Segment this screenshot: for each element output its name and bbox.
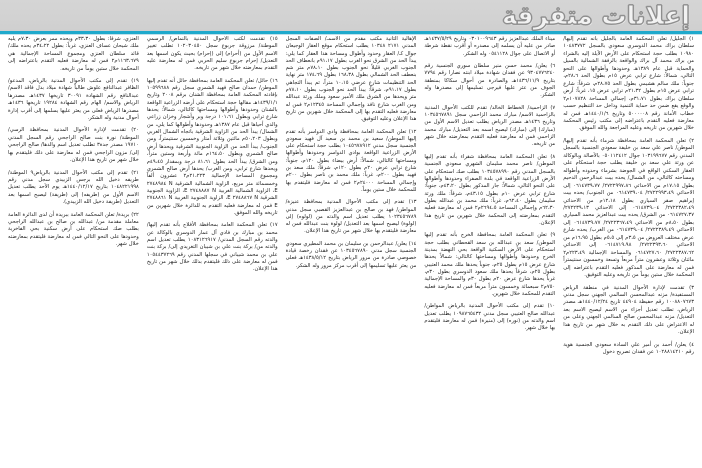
classified-ad: ١٥) تقدمت لكتب الأحوال المدنية بالنماص/ الرسمي الموطنة/ مرزوقة جربوع سجل ١٠٢٠٣٠٤٥٠ تطلب تغيير الاسم الأول من (أحرام) إلى (إحرام) بحيث يكون اسمها بعد التعديل/ إحرام جربوع سليم الحربي فمن له معارضة عليه التقدم بمعارضته خلال شهر من تاريخه. bbox=[146, 36, 278, 72]
classified-ad: ١٢) تعلن المحكمة العامة بمحافظة وادي الدواسر بأنه تقدم إليها الموطن/ سعيد بن محمد بن سعيد آل فهيد سعودي الجنسية سجل مدني ١٠٤٥٦٧٨٩١٢ بطلب حجة استحكام على الأرض الزراعية الواقعة بوادي الدواسر وحدودها وأطوالها ومساحتها كالتالي، شمالاً: أرض بيضاء بطول ١٢٠م، جنوباً: شارع ترابي عرض ٢٠م بطول ١٢٠م، شرقاً: ملك سعد بن فهيد بطول ٢٠٠م، غرباً: ملك محمد بن ناصر بطول ٢٠٠م وإجمالي المساحة ٢٤٠٠٠م٢ فمن له معارضة فليتقدم بها للمحكمة خلال ستين يوماً. bbox=[285, 128, 417, 193]
classified-ad: ٨) تعلن المحكمة العامة بمحافظة شقراء بأنه تقدم إليها الموطن/ ناصر محمد سليمان الشهري سعودي الجنسية بالسجل المدني رقم ١٠٣٤٥٧٨٩٩٠ بطلب صك استحكام على الأرض الزراعية الواقعة في بلدة الصفراء وحدودها وأطوالها على النحو التالي، شمالاً: جار المذكور بطول ٤٣،٢٠م، جنوباً: شارع ترابي عرض ١٠م بطول ٤٣،١٥م، شرقاً: ملك ورثة سليمان بطول ٦٢،٤٠م، غرباً: ملك محمد بن عبدالله بطول ٦٢،٣٠م وإجمالي المساحة ٢٦٩٤،٥م٢ فمن له معارضة فعليه التقدم بمعارضته إلى المحكمة خلال شهرين من تاريخ هذا الإعلان. bbox=[424, 153, 556, 226]
masthead-accent-rule-shadow bbox=[0, 34, 702, 35]
classifieds-column-4 bbox=[143, 36, 282, 468]
classified-ad: ٣) تقدمت لإدارة الأحوال المدنية في منطقة الرياض المستفيدة/ مزنه عبدالمحسن السالمي الجهني سجل مدني ١٠٠٨٨٠٧٦٧٣ رقم حفيظة ٤٤٩٠٤ تاريخ ١٤٤٠/١٢/٢٤هـ مصدر الرياض، تطلب تعديل أجزاء من الاسم ليصبح الاسم بعد التعديل/ مزنه عبدالمحسن صالح السالمي الجهني وعلى من له الاعتراض على ذلك التقدم به خلال شهر من تاريخ هذا الإعلان. bbox=[563, 284, 694, 336]
classified-ad: الإهالية الثانية مكتب مقدم من الأسمـ/ الصفات السجل المدني ٢١٧١ ١٠٣٤٨ يطلب استحكام موقع العقار الوجيعان جوال كـ/ العقار وحدود وأطوال ومساحة هذا العقار كما يلي: يبدأ الحد من الشرق نحو الغرب بطول ٩١،١٧م بانعطاف الحد الجنوب الغربي قليلاً نحو الجنوب بطول ٧٨،١٠م متر شم بنعطف الحد الشمالي بطول ١٦٨،٣٨ بطول ١٧٤،٦٩ متر نهاية الحد التنظيمات شارع عرضي ١٠،١٥ متراً، ثم يبدأ التجاهي بطول ٩١،١٧م، شرقاً: يبدأ الحد نحو الجنوب بطول ٧٨،١٠م متر ويحدها من الشرق ملك الأمير سعود وملك ورثة عبدالله ومن الغرب شارع نافذ وإجمالي المساحة ١٢٣٤٥م٢ فمن له معارضة فعليه التقدم بها إلى المحكمة خلال شهرين من تاريخ هذا الإعلان وعليه التوفيق. bbox=[285, 36, 417, 123]
classified-ad: ٧) الزاحمية/ الخطاط الخالد/ تقدم للكتب الأحوال المدنية بالزاحمية الاسم/ مبارك محمد الزاحمي سجل ١٠٣٤٥٦٧٨٩١ وتاريخ ١٤٣٦هـ مصدر الرياض يطلب تعديل الاسم الأول من (مبارك) إلى (مبارك) ليصبح اسمه بعد التعديل/ مبارك محمد الزاحمي فمن له معارضة فعليه التقدم بمعارضته خلال شهر من تاريخه. bbox=[424, 104, 556, 148]
classified-ad: ١٩) تقدم إلى مكتب الأحوال المدنية بالرياض، المدعو/ الظافر عبدالنافع علوش طالباً شهادة ميلاد بدل فاقد الاسم/ عبدالنافع رقم الشهادة ٣٠٠٩١ تاريخها ١٤٣٧هـ مصدرها الرياض والاسم/ الهام رقم الشهادة ١٩٢٨٤ تاريخها ١٤٣٦هـ مصدرها الرياض فعلى من يعثر عليها يسلمها إلى أقرب إدارة أحوال مدنية وله الشكر. bbox=[8, 78, 139, 122]
classified-ad: ١٠) تقدم إلى مكتب الأحوال المدنية بالرياض المواطن/ عبدالله صالح العتيبي سجل مدني ١٠٩٨٧٦٥٤٣٢ يطلب تعديل اسم والدته من (نوره) إلى (منيرة) فمن له معارضة فليتقدم بها خلال شهر. bbox=[424, 303, 556, 332]
classifieds-column-1 bbox=[559, 36, 698, 468]
classified-ad: ميناء الملك عبدالعزيز رقم ٠٣٠١٠٠٩٦٤٣ وتاريخ ١٤٣٧/٥/٢٩هـ صادر من عليه أن يسلمه إلى مصدره أو أقرب نقطة شرطة أو الاتصال على جوال ٠٥٤١١٢٨ وله الشكر. bbox=[424, 36, 556, 57]
classified-ad: ٤) يعلن/ أحمد بن أمير علي السادة سعودي الجنسية هوية رقم ١٠٢٨٨١٤٢١٠ عن فقدان تصريح دخول bbox=[563, 341, 694, 356]
classified-ad: ١٦) حائل/ تعلن المحكمة العامة بمحافظة حائل أنه تقدم إليها الموطن/ حمدان صالح فهيد الشمري سجل رقم ١٠٥٩٩٦٨٨ بإفادته المحكمة العامة بمحافظة الشنان برقم ٢٠٠٨ وتاريخ ١٤٣٩/١/١هـ مقالها حجة استحكام على أرضه الزراعية الواقعة بالشنان وحدودها وأطوالها ومساحتها كالتالي، شمالاً: يحدها شارع ترابي وبطول ١٠١،٦١ درجة وبر وأشجار وخزان زراعي والذي أحياها قبل عام ١٣٨٧هـ وحدودها وأطوالها كما يلي، من الشمال/ يبدأ الحد من الزاوية الشرقية باتجاه الشمال الغربي وبطول ٥٠،٢٠٣م مائتين وثلاثة أمتار وخمسين سنتيمتراً، ومن الجنوب/ يبدأ الحد من الزاوية الجنوبية الشرقية ويحدها أرض صالح الشمري وبطول ١٦٤،٥٠م مائة وأربعة وستين متراً، ومن الشرق/ يبدأ الحد بطول ٨١،٦١ درجة وبمقدار ٤٩،٤٥م ويحدها شارع ترابي، ومن الغرب/ يحدها أرض صالح الشمري ومجموع المساحة الإجمالية ٢١،٢٢٣م٢ عشرون ألفاً وخمسمائة متر مربع، الزاوية الشمالية الشرقية N ٢٧٤٨٩٨٤ E، الزاوية الشمالية الغربية N ٢٧٤٨٨٨٧ E، الزاوية الجنوبية الشرقية N ٢٧٤٨٨٦٧ E، الزاوية الجنوبية الغربية N ٢٧٤٨٨٦١ E فمن له معارضة فعليه التقدم به للدائرة خلال شهرين من تاريخه والله الموفق. bbox=[146, 77, 278, 216]
page-masthead bbox=[0, 0, 702, 31]
classified-ad: ٢٢) بريدة/ تعلن المحكمة العامة ببريدة أن لدى الدائرة العامة معاملة مقدمة من/ عبدالله بن صالح بن عبدالله الراجحي بطلب صك استحكام على أرض سكنية بحي الفاخرية وحدودها على النحو التالي فمن له معارضة فليتقدم بمعارضته خلال شهر. bbox=[8, 211, 139, 248]
classifieds-column-3 bbox=[282, 36, 421, 468]
classifieds-column-5 bbox=[4, 36, 143, 468]
classified-ad: ١٤) يعلن/ عبدالرحمن بن سليمان بن محمد المطيري سعودي الجنسية سجل مدني ١٠٣٤٥٦٧٨٩٠ عن فقدان رخصة قيادة خصوصي صادرة من مرور الرياض بتاريخ ١٤٣٨/٥/١٢هـ فعلى من يعثر عليها تسليمها إلى أقرب مركز مرور وله الشكر. bbox=[285, 240, 417, 269]
classified-ad: ١) الجليل/ تعلن المحكمة العامة بالجليل بأنه تقدم إليها/ سلطان براك محمد الدوسري سعودي بالسجل ١٠٤٨٣٧٧٢ ١٠٩٨٠ بطلب حجة استحكام على الأرض الآيلة إليه بالشراء من براك محمد آل براك والواقعة بالرفقة الشمالية بالسيل والحماية قبل عام ١٣٨٩هـ وحدودها وأطوالها على النحو التالي، شمالاً: شارع ترابي عرض ١٥م بطول الحد ٢٨،٦م، جنوباً: ملك سالم هشيمي بطول الحد ٢٨،٧٥م، شرقاً: شارع ترابي عرض ١٥م بطول ٢١،٣٢م ترابي عرض ١٥، غرباً: أرض سلطان براك بطول ٣١،٧١م، إجمالي المساحة ١٠٧٨٢٨م٢ والوقع يقع ضمن حد حماية التنمية وداخل حد التنظيم حسب خطاب الأمانة رقم ٥٠٠٠٠٠٨ وتاريخ ١٤٤٠/١/٦هـ فمن له معارضة فعليه التقدم باعتراضه إلى مكتب رئيس المحكمة خلال شهرين من تاريخه وعليه المراجعة والله الموفق. bbox=[563, 36, 694, 132]
classified-ad: ١٣) تقدم إلى مكتب الأحوال المدنية بمحافظة عنيزة/ المواطن/ فهد بن صالح بن عبدالعزيز القصبي سجل مدني ١٠٢٣٤٥٦٧٨٩ يطلب تعديل اسم والدته من (لولوه) إلى (لولوة) ليصبح اسمها بعد التعديل/ لولوة بنت عبدالله فمن له معارضة فليتقدم بها خلال شهر من تاريخ هذا الإعلان. bbox=[285, 199, 417, 235]
classifieds-column-grid bbox=[0, 36, 702, 468]
classified-ad: ٩) تعلن المحكمة العامة بمحافظة الخرج بأنه تقدم إليها الموطن/ سعد بن عبدالله بن سعد القحطاني بطلب حجة استحكام على الأرض السكنية الواقعة بحي النهضة بمدينة الخرج وحدودها وأطوالها ومساحتها كالتالي: شمالاً يحدها شارع عرض ١٥م بطول ٢٥م، جنوباً يحدها ملك محمد العتيبي بطول ٢٥م، شرقاً يحدها ملك سعود الدوسري بطول ٣٠م، غرباً يحدها شارع عرض ٢٠م بطول ٣٠م والمساحة الإجمالية ٧٥٠م٢ سبعمائة وخمسون متراً مربعاً فمن له معارضة فعليه التقدم للمحكمة خلال شهرين. bbox=[424, 232, 556, 297]
page-title: إعلانات متفرقة bbox=[502, 1, 690, 30]
classifieds-column-2 bbox=[420, 36, 559, 468]
classified-ad: ٢) تعلن المحكمة العامة بمحافظة شرماء بأنه تقدم إليها/ الموطن/ ناصر علي سعد بن خليفة سعودي الجنسية بالسجل المدني رقم ١٠٣١٩٩٦٧٧ جوال ٠٥٠١١٢٤١٢ بالأصالة وبالوكالة عن ورثة علي سعد بن خليفة يطلب حجة استحكام على العقار السكني الواقع في الجوضة بشرماء وحدوده وأطواله ومساحته كالتالي، من الشمال/ يحده بيت عبدالرحمن الدحيم بطول ١٧،١٥م من الاحداثي ٢٧٢٢٩٩٧،٨٦/ ٠٦١٤٧٣٩،٧٧ إلى الاحداثي ٢٧٢٢٩٩٣،٤٩/ ٠٦١٤٧٣٩،٠٤ من الجنوب/ يحده بيت إبراهيم صقر السياري بطول ١٢،١٨م من الاحداثي ٢٧٢٢٣٨٢،٤٩/ ٠٦١٤٧٣٩،٠٤ إلى الاحداثي ٢٧٢٢٣٩،١٣/ ٠٦١٤٧٢٧،٣٧ من الشرق/ يحده بيت عبدالعزيز محمد السياري بطول ٨،٥٠م من الاحداثي ٢٧٢٢٣٦٧،٤٩/ ٠٦١٤٧٣٩،٧٧ إلى الاحداثي ٢٧٢٢٣٨٩،٤٩/ ٠٦١٤٧٣٩،٠٤ من الغرب/ يحده شارع عرض مختلف العروض من ٣،٥م إلى ٥،٥م بطول ١٦،٩٥م من الاحداثي ٢٧٢٢٣٩٣،٦٠/ ٠٦١٤٧١٩،٩٨ إلى الاحداثي ٢٧٢٢٣٨٧،٦٢/ ٠٦١٤٧٢٧،٦٠ والمساحة الإجمالية ٢٢٣،٤٩م٢ مائتان وثلاثة وعشرون متراً مربعاً وتسعة وخمسون سنتيمتراً فمن له معارضة على المذكور فعليه التقدم باعتراضه إلى المحكمة خلال ستين يوماً من تاريخه وعليه التوفيق. bbox=[563, 137, 695, 279]
classified-ad: ٢١) تقدم إلى مكتب الأحوال المدنية بالرياض٩ الموطنة/ طريفه دخيل الله برجس الزبيدي سجل مدني رقم ١٠٤٨٢٢١٩٩٨ بتاريخ ١٤٤٠/١٢/١٧هـ يوم الأحد يطلب تعديل الاسم الأول من (طريفه) إلى (طريفة) ليصبح اسمها بعد التعديل (طريفة دخيل الله الزبيدي). bbox=[8, 169, 139, 206]
classified-ad: ٢٠) تقدمت لإدارة الأحوال المدنية بمحافظة الرسي/ الموطنة/ نورة بنت صالح الراجحي رقم السجل المدني ١٩٧١٠ مصدر جدة٣ تطلب تعديل اسم والدها/ صالح الراجحي إلى/ مزون الراجحي فمن له معارضة على ذلك فليتقدم بها خلال شهر من تاريخ هذا الإعلان. bbox=[8, 127, 139, 164]
classified-ad: ١٧) تعلن المحكمة العامة بمحافظة الأفلاج بأنه تقدم إليها/ محمد بن مبارك بن فادي آل عمار الدوسري بالوكالة عن والدته رقم السجل المدني/ ١٠٨٣١٢٦٩١٧ يطلب تعديل اسم والدته من/ بركة بنت علي بن شيبان التغريدي إلى/ بركة بنت علي بن محمد شيباني في سجلها المدني رقم ١٠٥٤٤٣٧٢٦٩ فمن له معارضة على ذلك فليتقدم بذلك خلال شهر من تاريخ هذا الإعلان. bbox=[146, 222, 278, 273]
classified-ad: ٦) يعلن/ محمد حسن منير سلطان سوري الجنسية رقم ٩٣٠٤٧٧٦٢٤٠ عن فقدان شهادة ميلاد ابنته نصارا رقم ٧٧٩٤ بتاريخ ١٤٣٦/١١/٩هـ والصادرة من أحوال سكاكا بمنطقة الجوف من عثر عليها فيرجى تسليمها إلى مصدرها وله الشكر. bbox=[424, 63, 556, 99]
classified-ad: العنزي، شرقاً: بطول ٣٣،٣٠م ويحده ممر بعرض ٧،٣٠م يليه ملك شيحان عساف العنزي، غرباً: بطول ٣٤،٢٢م يحده ملك/ قائد سلطان العنزي ومجموع المساحة الإجمالية هي ١١٦٣،٦٧٩م٢ فمن له معارضة فعليه التقدم باعتراضه إلى المحكمة خلال ستين يوماً من تاريخه. bbox=[8, 36, 139, 72]
